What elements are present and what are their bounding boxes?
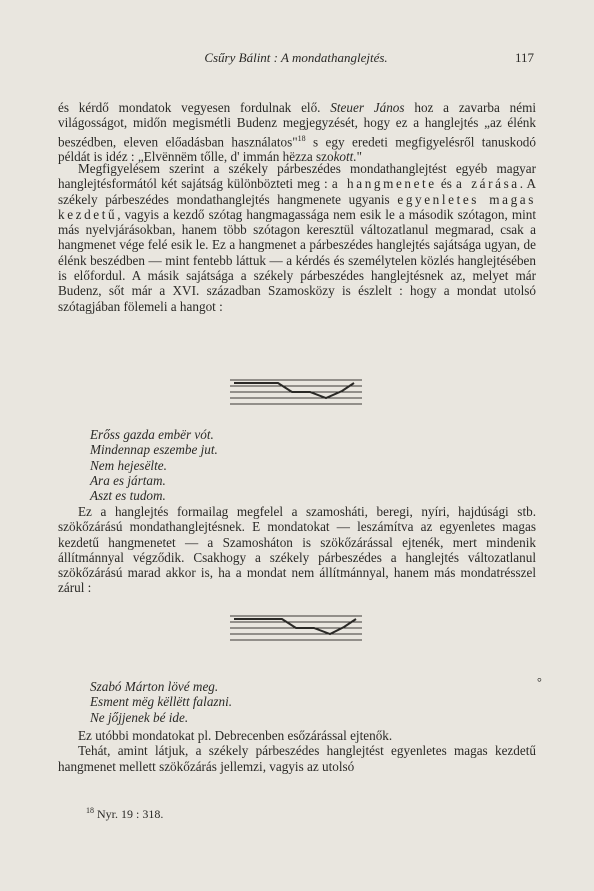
text-italic: kott. bbox=[333, 149, 357, 165]
footnote-ref: 18 bbox=[297, 133, 306, 143]
text-run: " bbox=[356, 149, 363, 165]
example-list-1 bbox=[90, 427, 218, 503]
example-sentence: Szabó Márton lövé meg. bbox=[90, 679, 219, 694]
text-run: . A székely párbeszédes mondathanglejtés hangmenete ugyanis bbox=[58, 176, 536, 207]
example-sentence: Aszt es tudom. bbox=[90, 488, 166, 504]
intonation-staff-1 bbox=[230, 374, 362, 414]
footnote-text: Nyr. 19 : 318. bbox=[94, 807, 164, 821]
footnote bbox=[86, 806, 163, 822]
text-run: , vagyis a kezdő szótag hangmagassága nem esik le a második szótagon, mint más nyelvjárásokban, hanem több szótagon keresztül változatlanul megmarad, csak a hangmenet vége felé esik le. Ez a hangmenet a párbeszédes hanglejtés sajátsága ugyan, de élénk beszédben — mint fentebb láttuk — a kérdés és személytelen közlés hanglejtésében is előfordul. A másik sajátsága a székely párbeszédes hanglejtésnek az, melyet már Budenz, sőt már a XVI. században Szamosközy is észlelt : hogy a mondat utolsó szótagjában fölemeli a hangot : bbox=[58, 206, 536, 314]
text-run: Tehát, amint látjuk, a székely párbeszédes hanglejtést egyenletes magas kezdetű hangmenet mellett szökőzárás jellemzi, vagyis az utolsó bbox=[58, 743, 536, 774]
text-run: s egy eredeti megfigyelésről tanuskodó példát is idéz : „Elvënnëm tőlle, d' immán hëzza szo bbox=[58, 133, 536, 165]
spaced-term: a hangmenete bbox=[331, 176, 437, 192]
example-sentence: Erőss gazda embër vót. bbox=[90, 427, 214, 442]
author-name: Steuer János bbox=[330, 100, 405, 115]
text-run: Ez a hanglejtés formailag megfelel a szamosháti, beregi, nyíri, hajdúsági stb. szökőzárású mondathanglejtésnek. E mondatokat — leszámítva az egyenletes magas kezdetű hangmenetet — a Szamosháton is szökőzárással ejtenék, mert mindenik állítmánnyal végződik. Csakhogy a székely párbeszédes a hanglejtés változatlanul szökőzárású marad akkor is, ha a mondat nem állítmánnyal, hanem más mondatrésszel zárul : bbox=[58, 504, 536, 596]
text-run: és bbox=[436, 176, 457, 192]
example-sentence: Esment mëg këllëtt falazni. bbox=[90, 694, 233, 710]
spaced-term: egyenletes magas kezdetű bbox=[58, 191, 536, 222]
example-sentence: Ne jőjjenek bé ide. bbox=[90, 709, 189, 725]
paragraph-conclusion bbox=[58, 728, 536, 774]
running-title: Csűry Bálint : A mondathanglejtés. bbox=[204, 50, 388, 65]
paragraph-observation bbox=[58, 161, 536, 314]
margin-mark: ° bbox=[537, 675, 542, 689]
example-sentence: Ara es jártam. bbox=[90, 472, 166, 488]
example-sentence: Mindennap eszembe jut. bbox=[90, 442, 218, 458]
paragraph-intro bbox=[58, 100, 536, 165]
text-run: Ez utóbbi mondatokat pl. Debrecenben esőzárással ejtenők. bbox=[78, 728, 393, 743]
text-run: Megfigyelésem szerint a székely párbeszédes mondathanglejtést egyéb magyar hanglejtésformától két sajátság különbözteti meg : bbox=[58, 161, 536, 192]
example-sentence: Nem hejesëlte. bbox=[90, 457, 167, 473]
footnote-number: 18 bbox=[86, 806, 94, 815]
page-number: 117 bbox=[514, 50, 534, 65]
example-list-2 bbox=[90, 679, 232, 725]
page-header bbox=[58, 50, 534, 66]
text-run: és kérdő mondatok vegyesen fordulnak elő. bbox=[58, 100, 331, 115]
text-run: hoz a zavarba némi világosságot, midőn megismétli Budenz megjegyzését, hogy ez a hanglejtés „az élénk beszédben, eleven előadásban használatos" bbox=[58, 100, 536, 149]
paragraph-comparison bbox=[58, 504, 536, 596]
intonation-staff-2 bbox=[230, 610, 362, 650]
spaced-term: a zárása bbox=[456, 176, 520, 192]
